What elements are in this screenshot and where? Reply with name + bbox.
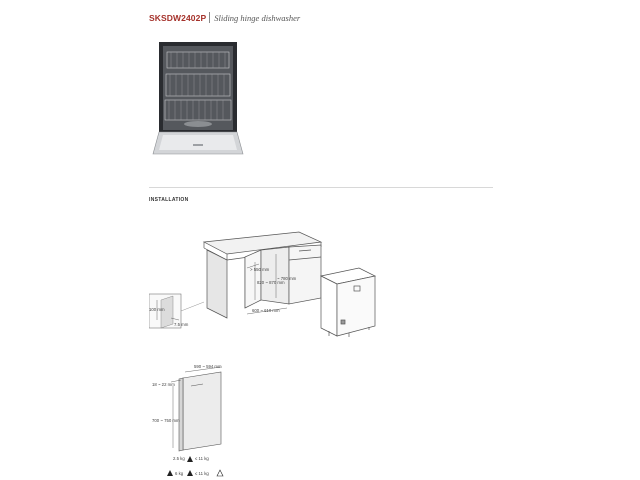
product-subtitle: Sliding hinge dishwasher	[214, 12, 301, 23]
weight-row1-right: ≤ 11 kg	[195, 456, 209, 461]
section-divider	[149, 187, 493, 188]
detail-height-label: 100 mm	[149, 307, 165, 312]
panel-width-label: 590 ~ 594 mm	[194, 364, 222, 369]
niche-width-label: 600 ~ 610 mm	[252, 308, 280, 313]
niche-height-2-label: ~ 780 mm	[277, 276, 297, 281]
header-separator	[209, 12, 210, 23]
warning-icon	[217, 470, 223, 476]
weight-icon	[187, 456, 193, 462]
product-header	[149, 12, 300, 23]
panel-thickness-label: 18 ~ 22 mm	[152, 382, 175, 387]
model-number: SKSDW2402P	[149, 12, 207, 23]
weight-row1-left: 2.5 kg	[173, 456, 185, 461]
panel-diagram	[149, 360, 249, 480]
detail-width-label: 7.5 mm	[174, 322, 189, 327]
niche-height-label: 820 ~ 870 mm	[257, 280, 285, 285]
panel-height-label: 700 ~ 750 mm	[152, 418, 180, 423]
weight-row2-left: 6 kg	[175, 471, 184, 476]
weight-icon	[187, 470, 193, 476]
installation-diagram	[149, 230, 389, 342]
section-title: INSTALLATION	[149, 197, 189, 203]
weight-row2-right: ≤ 11 kg	[195, 471, 209, 476]
warning-icon	[167, 470, 173, 476]
dishwasher-photo	[149, 40, 245, 158]
niche-depth-label: > 550 mm	[250, 267, 270, 272]
